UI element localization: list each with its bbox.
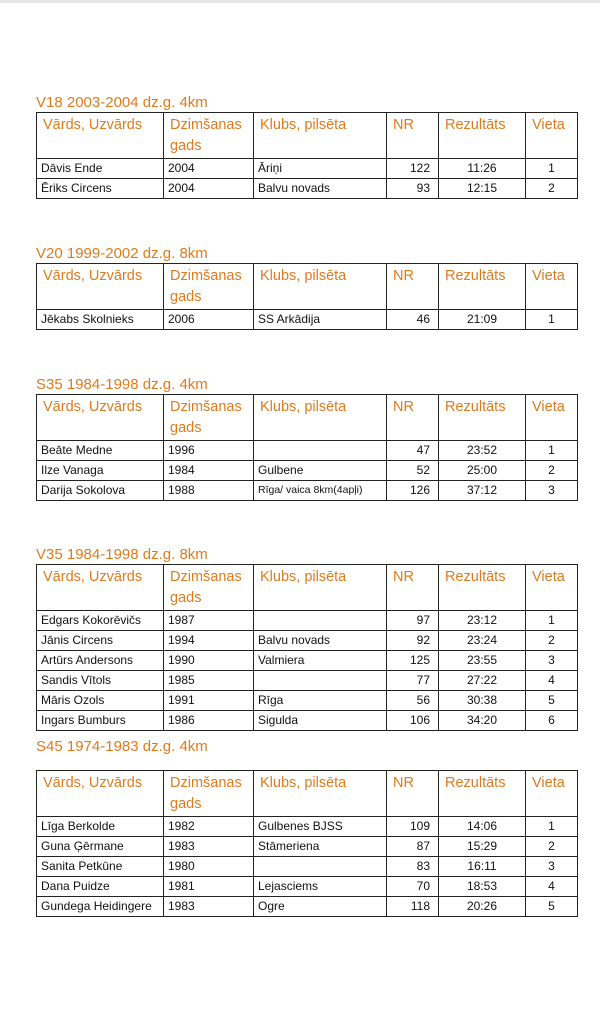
cell-birth-year: 1987: [164, 611, 254, 631]
cell-birth-year: 1990: [164, 651, 254, 671]
table-header-row: [37, 113, 578, 159]
table-row: [37, 691, 578, 711]
cell-name: Līga Berkolde: [37, 817, 164, 837]
cell-place: 2: [526, 179, 578, 199]
col-header-number: NR: [387, 565, 439, 611]
col-header-number: NR: [387, 264, 439, 310]
cell-number: 92: [387, 631, 439, 651]
cell-club: Gulbene: [254, 461, 387, 481]
cell-name: Guna Ģērmane: [37, 837, 164, 857]
cell-birth-year: 1988: [164, 481, 254, 501]
results-table: [36, 770, 578, 917]
cell-result: 27:22: [439, 671, 526, 691]
cell-number: 46: [387, 310, 439, 330]
cell-name: Dana Puidze: [37, 877, 164, 897]
cell-result: 25:00: [439, 461, 526, 481]
cell-place: 4: [526, 877, 578, 897]
col-header-place: Vieta: [526, 395, 578, 441]
cell-number: 118: [387, 897, 439, 917]
col-header-club: Klubs, pilsēta: [254, 113, 387, 159]
table-row: [37, 817, 578, 837]
col-header-place: Vieta: [526, 113, 578, 159]
table-row: [37, 837, 578, 857]
cell-place: 1: [526, 310, 578, 330]
cell-number: 52: [387, 461, 439, 481]
cell-result: 23:12: [439, 611, 526, 631]
cell-place: 6: [526, 711, 578, 731]
col-header-result: Rezultāts: [439, 771, 526, 817]
cell-birth-year: 2006: [164, 310, 254, 330]
table-row: [37, 481, 578, 501]
table-header-row: [37, 565, 578, 611]
cell-place: 4: [526, 671, 578, 691]
cell-birth-year: 1984: [164, 461, 254, 481]
col-header-number: NR: [387, 113, 439, 159]
cell-name: Dāvis Ende: [37, 159, 164, 179]
cell-place: 5: [526, 691, 578, 711]
table-row: [37, 441, 578, 461]
cell-place: 1: [526, 159, 578, 179]
cell-number: 109: [387, 817, 439, 837]
cell-club: SS Arkādija: [254, 310, 387, 330]
cell-result: 23:55: [439, 651, 526, 671]
cell-number: 122: [387, 159, 439, 179]
cell-club: Āriņi: [254, 159, 387, 179]
results-table: [36, 263, 578, 330]
col-header-place: Vieta: [526, 771, 578, 817]
cell-number: 87: [387, 837, 439, 857]
table-header-row: [37, 264, 578, 310]
cell-place: 3: [526, 857, 578, 877]
cell-name: Gundega Heidingere: [37, 897, 164, 917]
section-title: V20 1999-2002 dz.g. 8km: [36, 245, 208, 262]
col-header-club: Klubs, pilsēta: [254, 264, 387, 310]
cell-result: 34:20: [439, 711, 526, 731]
cell-club: [254, 857, 387, 877]
cell-club: [254, 671, 387, 691]
cell-name: Jēkabs Skolnieks: [37, 310, 164, 330]
results-section-s45: [36, 738, 577, 917]
col-header-birth-year: Dzimšanas gads: [164, 264, 254, 310]
cell-name: Ēriks Circens: [37, 179, 164, 199]
cell-name: Sanita Petkūne: [37, 857, 164, 877]
table-row: [37, 159, 578, 179]
cell-birth-year: 1983: [164, 837, 254, 857]
cell-birth-year: 1983: [164, 897, 254, 917]
col-header-name: Vārds, Uzvārds: [37, 113, 164, 159]
cell-birth-year: 1982: [164, 817, 254, 837]
cell-result: 37:12: [439, 481, 526, 501]
cell-birth-year: 1985: [164, 671, 254, 691]
cell-result: 21:09: [439, 310, 526, 330]
col-header-name: Vārds, Uzvārds: [37, 565, 164, 611]
section-title: S35 1984-1998 dz.g. 4km: [36, 376, 208, 393]
cell-place: 1: [526, 611, 578, 631]
cell-birth-year: 2004: [164, 159, 254, 179]
table-row: [37, 671, 578, 691]
results-table: [36, 564, 578, 731]
table-row: [37, 897, 578, 917]
cell-name: Māris Ozols: [37, 691, 164, 711]
cell-number: 93: [387, 179, 439, 199]
cell-result: 16:11: [439, 857, 526, 877]
cell-number: 56: [387, 691, 439, 711]
cell-name: Jānis Circens: [37, 631, 164, 651]
section-title: V35 1984-1998 dz.g. 8km: [36, 546, 208, 563]
cell-club: Lejasciems: [254, 877, 387, 897]
col-header-name: Vārds, Uzvārds: [37, 395, 164, 441]
cell-result: 30:38: [439, 691, 526, 711]
cell-name: Beāte Medne: [37, 441, 164, 461]
col-header-club: Klubs, pilsēta: [254, 395, 387, 441]
cell-club: [254, 441, 387, 461]
cell-birth-year: 1980: [164, 857, 254, 877]
table-row: [37, 711, 578, 731]
cell-name: Darija Sokolova: [37, 481, 164, 501]
col-header-result: Rezultāts: [439, 565, 526, 611]
col-header-birth-year: Dzimšanas gads: [164, 395, 254, 441]
cell-birth-year: 1996: [164, 441, 254, 461]
cell-place: 1: [526, 817, 578, 837]
cell-club: Rīga/ vaica 8km(4apļi): [254, 481, 387, 501]
cell-number: 125: [387, 651, 439, 671]
cell-place: 2: [526, 631, 578, 651]
table-row: [37, 651, 578, 671]
cell-club: Sigulda: [254, 711, 387, 731]
cell-number: 126: [387, 481, 439, 501]
cell-club: [254, 611, 387, 631]
results-table: [36, 394, 578, 501]
section-title: V18 2003-2004 dz.g. 4km: [36, 94, 208, 111]
cell-name: Ingars Bumburs: [37, 711, 164, 731]
top-edge: [0, 0, 600, 3]
col-header-place: Vieta: [526, 264, 578, 310]
col-header-result: Rezultāts: [439, 395, 526, 441]
cell-number: 47: [387, 441, 439, 461]
cell-birth-year: 1986: [164, 711, 254, 731]
cell-club: Gulbenes BJSS: [254, 817, 387, 837]
cell-place: 5: [526, 897, 578, 917]
section-title: S45 1974-1983 dz.g. 4km: [36, 738, 208, 755]
cell-name: Sandis Vītols: [37, 671, 164, 691]
col-header-club: Klubs, pilsēta: [254, 771, 387, 817]
table-row: [37, 611, 578, 631]
table-header-row: [37, 771, 578, 817]
cell-birth-year: 2004: [164, 179, 254, 199]
col-header-club: Klubs, pilsēta: [254, 565, 387, 611]
col-header-place: Vieta: [526, 565, 578, 611]
col-header-birth-year: Dzimšanas gads: [164, 113, 254, 159]
cell-birth-year: 1994: [164, 631, 254, 651]
cell-birth-year: 1991: [164, 691, 254, 711]
col-header-number: NR: [387, 771, 439, 817]
col-header-birth-year: Dzimšanas gads: [164, 565, 254, 611]
table-row: [37, 179, 578, 199]
col-header-birth-year: Dzimšanas gads: [164, 771, 254, 817]
table-row: [37, 461, 578, 481]
cell-birth-year: 1981: [164, 877, 254, 897]
cell-place: 2: [526, 461, 578, 481]
cell-result: 23:24: [439, 631, 526, 651]
cell-place: 2: [526, 837, 578, 857]
cell-club: Rīga: [254, 691, 387, 711]
cell-place: 1: [526, 441, 578, 461]
cell-number: 97: [387, 611, 439, 631]
table-row: [37, 631, 578, 651]
results-table: [36, 112, 578, 199]
cell-result: 15:29: [439, 837, 526, 857]
table-row: [37, 857, 578, 877]
cell-result: 18:53: [439, 877, 526, 897]
col-header-number: NR: [387, 395, 439, 441]
results-section-v35: [36, 546, 577, 731]
cell-number: 70: [387, 877, 439, 897]
cell-number: 77: [387, 671, 439, 691]
table-row: [37, 310, 578, 330]
col-header-name: Vārds, Uzvārds: [37, 771, 164, 817]
cell-name: Artūrs Andersons: [37, 651, 164, 671]
cell-result: 20:26: [439, 897, 526, 917]
cell-club: Balvu novads: [254, 631, 387, 651]
cell-result: 11:26: [439, 159, 526, 179]
col-header-name: Vārds, Uzvārds: [37, 264, 164, 310]
cell-result: 12:15: [439, 179, 526, 199]
cell-result: 14:06: [439, 817, 526, 837]
cell-club: Balvu novads: [254, 179, 387, 199]
col-header-result: Rezultāts: [439, 113, 526, 159]
cell-name: Edgars Kokorēvičs: [37, 611, 164, 631]
table-row: [37, 877, 578, 897]
cell-name: Ilze Vanaga: [37, 461, 164, 481]
cell-result: 23:52: [439, 441, 526, 461]
col-header-result: Rezultāts: [439, 264, 526, 310]
cell-number: 106: [387, 711, 439, 731]
cell-place: 3: [526, 481, 578, 501]
cell-club: Ogre: [254, 897, 387, 917]
cell-club: Valmiera: [254, 651, 387, 671]
cell-place: 3: [526, 651, 578, 671]
cell-club: Stāmeriena: [254, 837, 387, 857]
cell-number: 83: [387, 857, 439, 877]
results-section-v18: [36, 94, 577, 199]
table-header-row: [37, 395, 578, 441]
results-section-v20: [36, 245, 577, 330]
results-section-s35: [36, 376, 577, 501]
